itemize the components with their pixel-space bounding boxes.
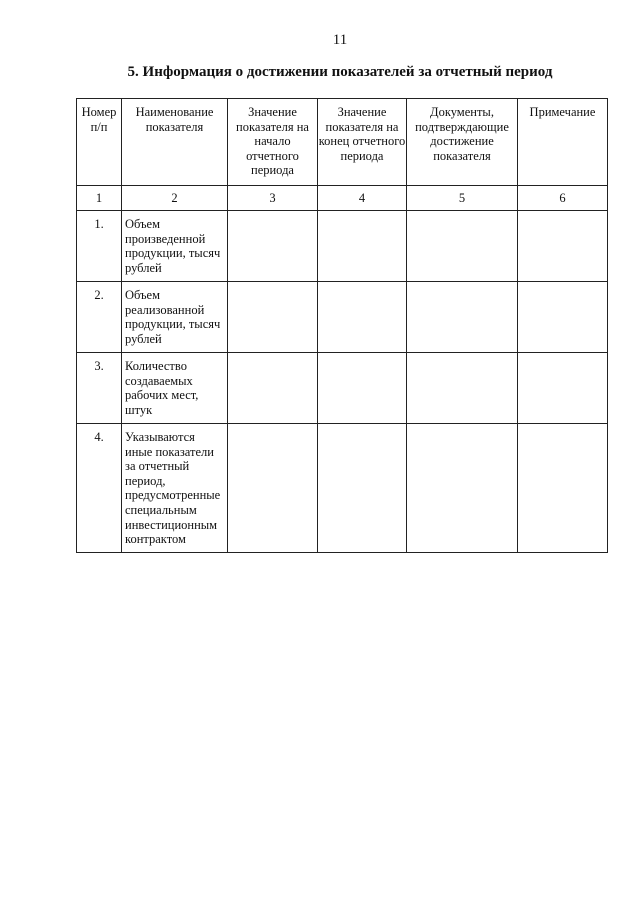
- column-index: 1: [77, 186, 122, 211]
- row-number: 1.: [77, 211, 122, 282]
- indicator-name: Указываются иные показатели за отчетный период, предусмотренные специальным инвестиционным контрактом: [122, 424, 228, 553]
- row-number: 4.: [77, 424, 122, 553]
- page-number: 11: [332, 32, 348, 48]
- note-cell: [518, 211, 608, 282]
- row-number: 3.: [77, 353, 122, 424]
- table-row: [77, 282, 608, 353]
- header-value-start: Значение показателя на начало отчетного периода: [228, 99, 318, 186]
- header-documents: Документы, подтверждающие достижение показателя: [407, 99, 518, 186]
- documents-cell: [407, 353, 518, 424]
- value-start-cell: [228, 424, 318, 553]
- note-cell: [518, 424, 608, 553]
- table-row: [77, 211, 608, 282]
- value-end-cell: [318, 353, 407, 424]
- indicators-table: [76, 98, 608, 553]
- header-number: Номер п/п: [77, 99, 122, 186]
- column-index: 5: [407, 186, 518, 211]
- table-header-row: [77, 99, 608, 186]
- column-index-row: [77, 186, 608, 211]
- value-end-cell: [318, 282, 407, 353]
- table-row: [77, 353, 608, 424]
- documents-cell: [407, 211, 518, 282]
- header-indicator-name: Наименование показателя: [122, 99, 228, 186]
- section-title: 5. Информация о достижении показателей за отчетный период: [127, 64, 553, 80]
- documents-cell: [407, 282, 518, 353]
- note-cell: [518, 353, 608, 424]
- table-row: [77, 424, 608, 553]
- documents-cell: [407, 424, 518, 553]
- column-index: 2: [122, 186, 228, 211]
- value-start-cell: [228, 211, 318, 282]
- indicator-name: Объем произведенной продукции, тысяч рублей: [122, 211, 228, 282]
- column-index: 3: [228, 186, 318, 211]
- column-index: 4: [318, 186, 407, 211]
- header-value-end: Значение показателя на конец отчетного периода: [318, 99, 407, 186]
- value-start-cell: [228, 282, 318, 353]
- value-start-cell: [228, 353, 318, 424]
- header-note: Примечание: [518, 99, 608, 186]
- indicator-name: Количество создаваемых рабочих мест, штук: [122, 353, 228, 424]
- note-cell: [518, 282, 608, 353]
- indicator-name: Объем реализованной продукции, тысяч рублей: [122, 282, 228, 353]
- column-index: 6: [518, 186, 608, 211]
- row-number: 2.: [77, 282, 122, 353]
- value-end-cell: [318, 211, 407, 282]
- value-end-cell: [318, 424, 407, 553]
